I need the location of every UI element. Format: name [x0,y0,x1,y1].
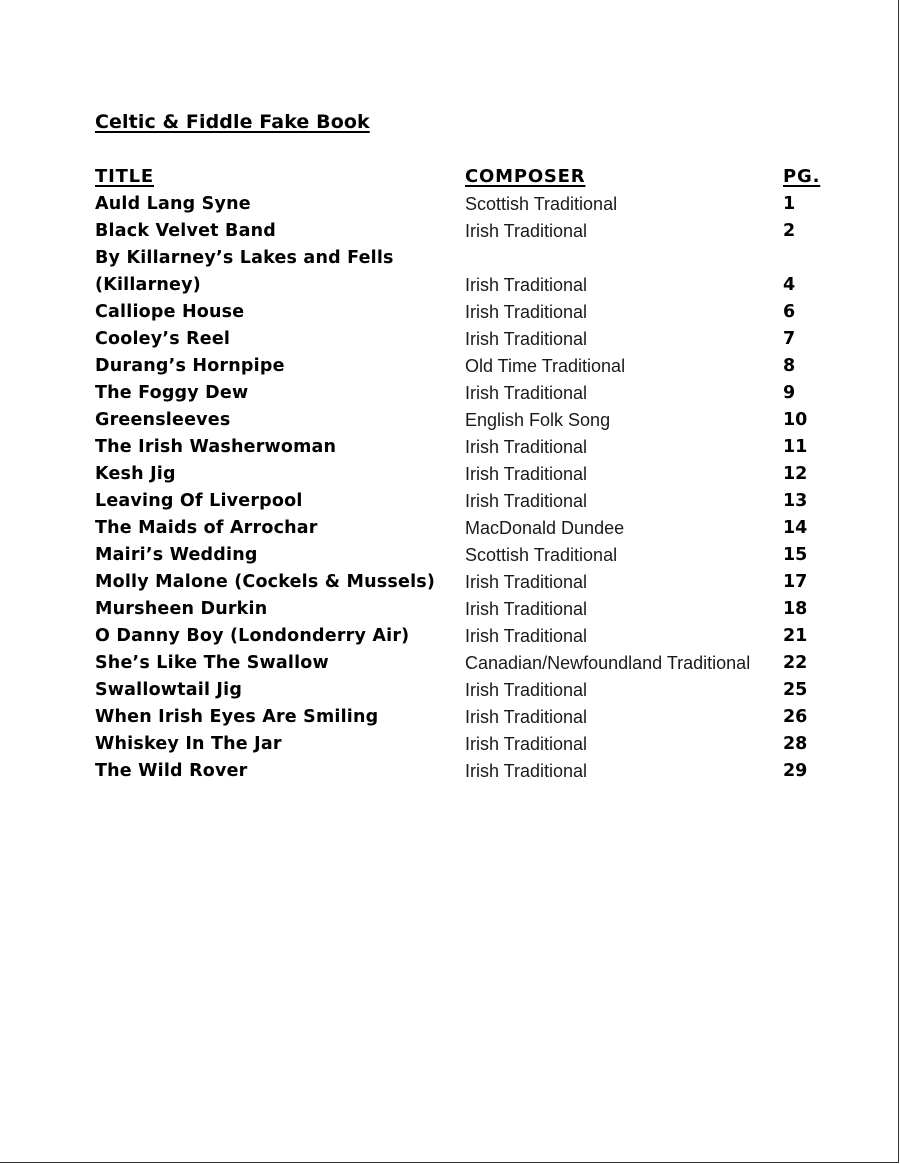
song-title: The Maids of Arrochar [95,518,318,538]
table-row [95,461,835,488]
song-page-number: 10 [783,410,808,430]
song-composer: Old Time Traditional [465,356,626,376]
table-row [95,326,835,353]
song-title: The Irish Washerwoman [95,437,337,457]
song-title: Kesh Jig [95,464,176,484]
song-title: Molly Malone (Cockels & Mussels) [95,572,436,592]
song-composer: Irish Traditional [465,734,588,754]
song-title: She’s Like The Swallow [95,653,329,673]
table-row [95,272,835,299]
header-composer: COMPOSER [465,166,586,187]
song-page-number: 2 [783,221,796,241]
song-composer: Irish Traditional [465,761,588,781]
table-row [95,407,835,434]
song-title: When Irish Eyes Are Smiling [95,707,379,727]
song-page-number: 26 [783,707,808,727]
table-row [95,299,835,326]
song-composer: Scottish Traditional [465,545,618,565]
song-title: Mairi’s Wedding [95,545,258,565]
song-page-number: 6 [783,302,796,322]
table-row [95,650,835,677]
song-title: Calliope House [95,302,245,322]
song-title: The Foggy Dew [95,383,249,403]
song-page-number: 8 [783,356,796,376]
song-page-number: 11 [783,437,808,457]
song-page-number: 1 [783,194,796,214]
song-title: Whiskey In The Jar [95,734,282,754]
song-page-number: 21 [783,626,808,646]
song-composer: Scottish Traditional [465,194,618,214]
song-page-number: 22 [783,653,808,673]
song-composer: Irish Traditional [465,707,588,727]
header-title: TITLE [95,166,155,187]
song-page-number: 17 [783,572,808,592]
song-title: Greensleeves [95,410,231,430]
song-page-number: 18 [783,599,808,619]
song-composer: Irish Traditional [465,275,588,295]
table-of-contents [95,163,835,785]
table-row [95,488,835,515]
song-title: The Wild Rover [95,761,248,781]
table-row [95,191,835,218]
song-composer: English Folk Song [465,410,611,430]
song-page-number: 14 [783,518,808,538]
song-composer: Irish Traditional [465,329,588,349]
song-title: Mursheen Durkin [95,599,268,619]
song-composer: Irish Traditional [465,491,588,511]
song-composer: Canadian/Newfoundland Traditional [465,653,751,673]
song-page-number: 9 [783,383,796,403]
table-row [95,704,835,731]
document-title: Celtic & Fiddle Fake Book [95,111,370,133]
song-page-number: 29 [783,761,808,781]
song-title: Auld Lang Syne [95,194,251,214]
song-composer: Irish Traditional [465,464,588,484]
song-page-number: 28 [783,734,808,754]
song-page-number: 13 [783,491,808,511]
song-title: Durang’s Hornpipe [95,356,285,376]
table-header-row [95,163,835,191]
song-page-number: 25 [783,680,808,700]
table-row [95,245,835,272]
table-row [95,623,835,650]
song-title: Cooley’s Reel [95,329,231,349]
song-page-number: 4 [783,275,796,295]
table-row [95,542,835,569]
song-composer: Irish Traditional [465,221,588,241]
table-row [95,758,835,785]
table-row [95,515,835,542]
song-page-number: 15 [783,545,808,565]
song-title: Leaving Of Liverpool [95,491,303,511]
song-title: By Killarney’s Lakes and Fells [95,248,394,268]
table-row [95,677,835,704]
song-composer: Irish Traditional [465,383,588,403]
table-row [95,731,835,758]
song-title: (Killarney) [95,275,201,295]
table-body [95,191,835,785]
song-composer: Irish Traditional [465,302,588,322]
song-composer: Irish Traditional [465,599,588,619]
song-title: Swallowtail Jig [95,680,243,700]
table-row [95,434,835,461]
song-page-number: 7 [783,329,796,349]
song-page-number: 12 [783,464,808,484]
song-composer: Irish Traditional [465,572,588,592]
table-row [95,596,835,623]
table-row [95,353,835,380]
song-composer: MacDonald Dundee [465,518,625,538]
song-composer: Irish Traditional [465,437,588,457]
song-composer: Irish Traditional [465,680,588,700]
header-page: PG. [783,166,821,187]
table-row [95,380,835,407]
table-row [95,218,835,245]
table-row [95,569,835,596]
song-title: Black Velvet Band [95,221,276,241]
song-composer: Irish Traditional [465,626,588,646]
song-title: O Danny Boy (Londonderry Air) [95,626,410,646]
